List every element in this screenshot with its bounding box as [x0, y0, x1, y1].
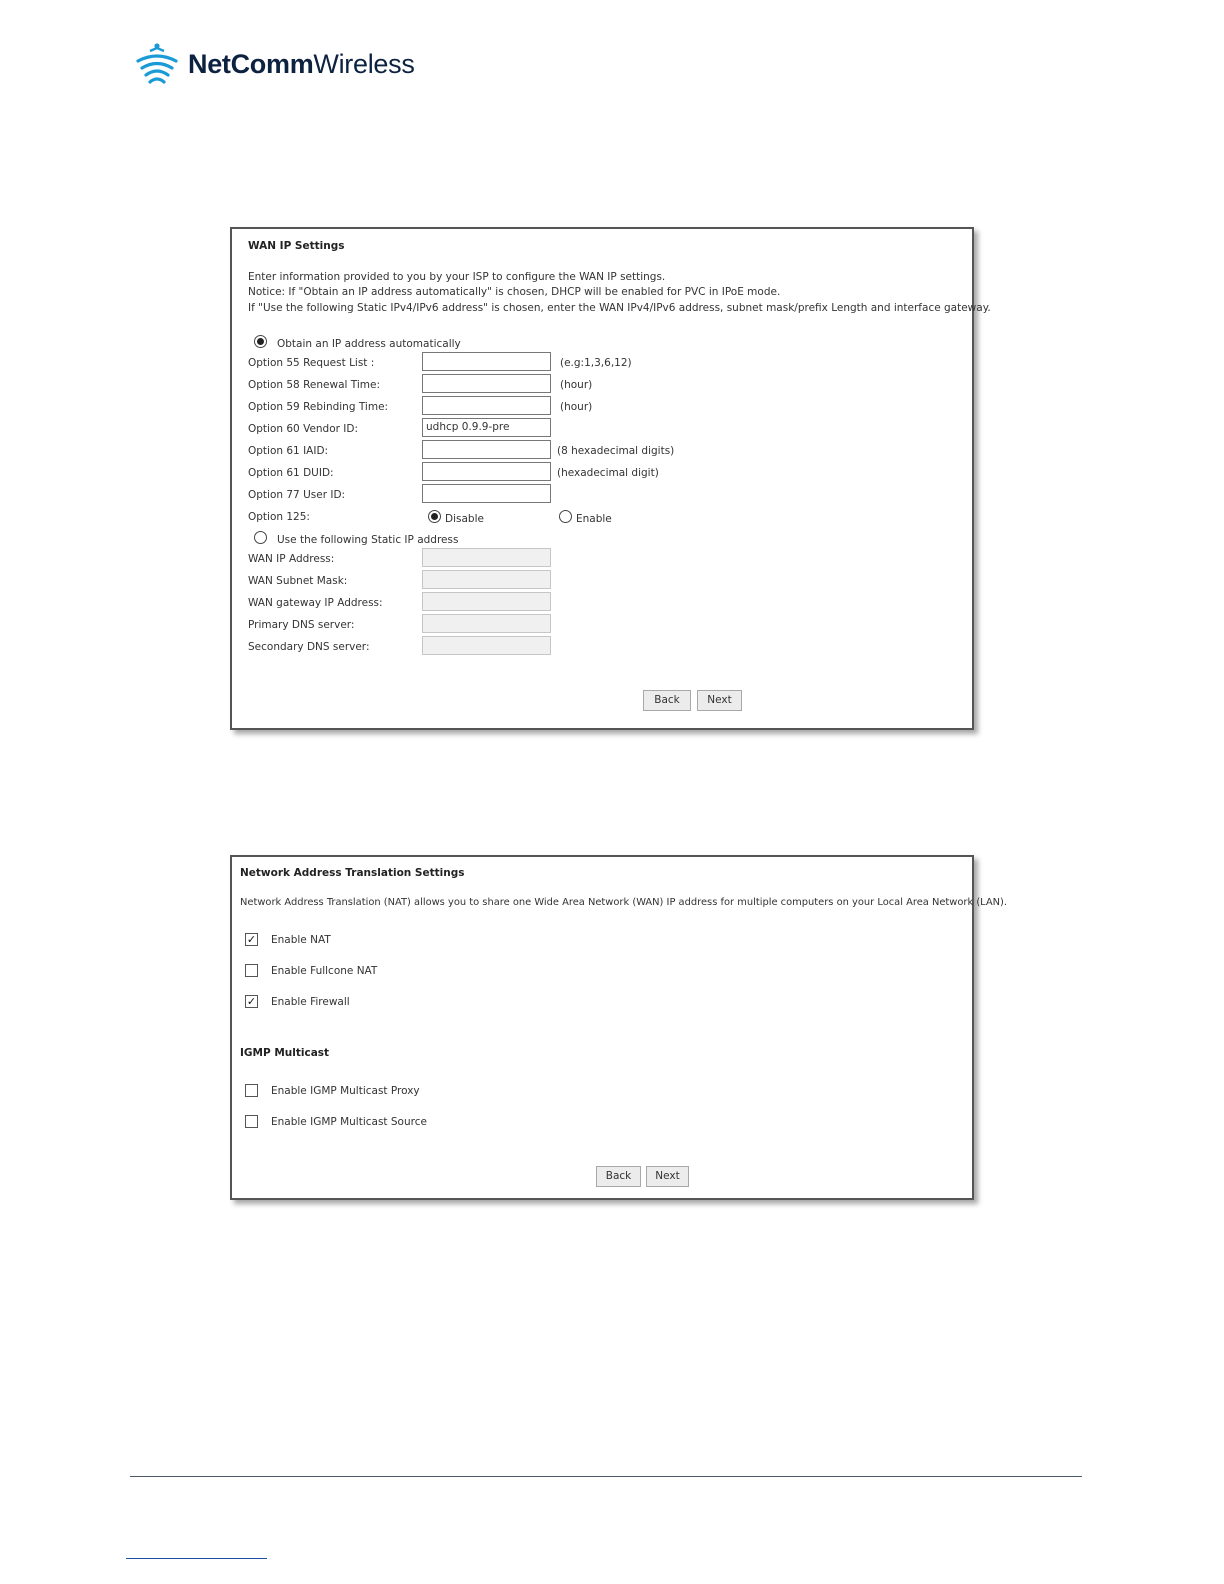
- obtain-auto-label: Obtain an IP address automatically: [277, 338, 461, 350]
- footer-link-underline: [126, 1558, 267, 1559]
- enable-fullcone-nat-label: Enable Fullcone NAT: [271, 965, 378, 977]
- nat-settings-title: Network Address Translation Settings: [240, 867, 465, 879]
- enable-nat-checkbox[interactable]: ✓: [246, 933, 257, 946]
- option60-input[interactable]: udhcp 0.9.9-pre: [422, 418, 551, 437]
- wan-gateway-label: WAN gateway IP Address:: [248, 597, 383, 609]
- option125-enable-radio[interactable]: [559, 510, 572, 523]
- static-ip-radio[interactable]: [254, 531, 267, 544]
- option61-duid-label: Option 61 DUID:: [248, 467, 334, 479]
- option125-enable-label: Enable: [576, 513, 612, 525]
- obtain-auto-radio[interactable]: [254, 335, 267, 348]
- option61-duid-input[interactable]: [422, 462, 551, 481]
- option125-disable-radio[interactable]: [428, 510, 441, 523]
- nat-intro: Network Address Translation (NAT) allows you to share one Wide Area Network (WAN) IP address for multiple computers on your Local Area Network (LAN).: [240, 897, 1008, 908]
- wan-ip-settings-panel: [230, 227, 991, 730]
- nat-back-button[interactable]: Back: [596, 1166, 641, 1187]
- igmp-proxy-checkbox[interactable]: [245, 1084, 258, 1097]
- brand-name: [188, 49, 415, 80]
- enable-firewall-label: Enable Firewall: [271, 996, 350, 1008]
- option61-iaid-input[interactable]: [422, 440, 551, 459]
- igmp-multicast-title: IGMP Multicast: [240, 1047, 330, 1059]
- option77-label: Option 77 User ID:: [248, 489, 346, 501]
- option61-duid-hint: (hexadecimal digit): [557, 467, 659, 479]
- wifi-signal-icon: [134, 42, 180, 86]
- footer-divider: [130, 1476, 1082, 1477]
- option61-iaid-hint: (8 hexadecimal digits): [557, 445, 675, 457]
- primary-dns-label: Primary DNS server:: [248, 619, 355, 631]
- secondary-dns-input[interactable]: [422, 636, 551, 655]
- option59-label: Option 59 Rebinding Time:: [248, 401, 389, 413]
- enable-nat-label: Enable NAT: [271, 934, 331, 946]
- option58-label: Option 58 Renewal Time:: [248, 379, 380, 391]
- option125-label: Option 125:: [248, 511, 310, 523]
- igmp-source-checkbox[interactable]: [245, 1115, 258, 1128]
- wan-ip-address-label: WAN IP Address:: [248, 553, 335, 565]
- nat-next-button[interactable]: Next: [646, 1166, 689, 1187]
- option77-input[interactable]: [422, 484, 551, 503]
- wan-next-button[interactable]: Next: [697, 690, 742, 711]
- option125-disable-label: Disable: [445, 513, 484, 525]
- wan-intro-line-2: Notice: If "Obtain an IP address automatically" is chosen, DHCP will be enabled for PVC in IPoE mode.: [248, 286, 781, 298]
- enable-firewall-checkbox[interactable]: ✓: [246, 995, 257, 1008]
- wan-subnet-mask-input[interactable]: [422, 570, 551, 589]
- option60-label: Option 60 Vendor ID:: [248, 423, 359, 435]
- wan-gateway-input[interactable]: [422, 592, 551, 611]
- wan-ip-settings-title: WAN IP Settings: [248, 240, 345, 252]
- option61-iaid-label: Option 61 IAID:: [248, 445, 329, 457]
- brand-name-regular: Wireless: [313, 48, 415, 79]
- wan-back-button[interactable]: Back: [643, 690, 691, 711]
- option55-label: Option 55 Request List :: [248, 357, 375, 369]
- wan-subnet-mask-label: WAN Subnet Mask:: [248, 575, 348, 587]
- brand-name-bold: NetComm: [188, 48, 314, 79]
- wan-intro-line-1: Enter information provided to you by your ISP to configure the WAN IP settings.: [248, 271, 666, 283]
- static-ip-label: Use the following Static IP address: [277, 534, 459, 546]
- igmp-source-label: Enable IGMP Multicast Source: [271, 1116, 427, 1128]
- igmp-proxy-label: Enable IGMP Multicast Proxy: [271, 1085, 420, 1097]
- option58-input[interactable]: [422, 374, 551, 393]
- enable-fullcone-nat-checkbox[interactable]: [245, 964, 258, 977]
- brand-logo: [134, 40, 415, 88]
- option58-hint: (hour): [560, 379, 593, 391]
- wan-ip-address-input[interactable]: [422, 548, 551, 567]
- option59-input[interactable]: [422, 396, 551, 415]
- secondary-dns-label: Secondary DNS server:: [248, 641, 370, 653]
- nat-settings-panel: [230, 855, 1008, 1200]
- primary-dns-input[interactable]: [422, 614, 551, 633]
- option55-input[interactable]: [422, 352, 551, 371]
- wan-intro-line-3: If "Use the following Static IPv4/IPv6 address" is chosen, enter the WAN IPv4/IPv6 address, subnet mask/prefix Length and interface gateway.: [248, 302, 991, 314]
- option59-hint: (hour): [560, 401, 593, 413]
- option55-hint: (e.g:1,3,6,12): [560, 357, 632, 369]
